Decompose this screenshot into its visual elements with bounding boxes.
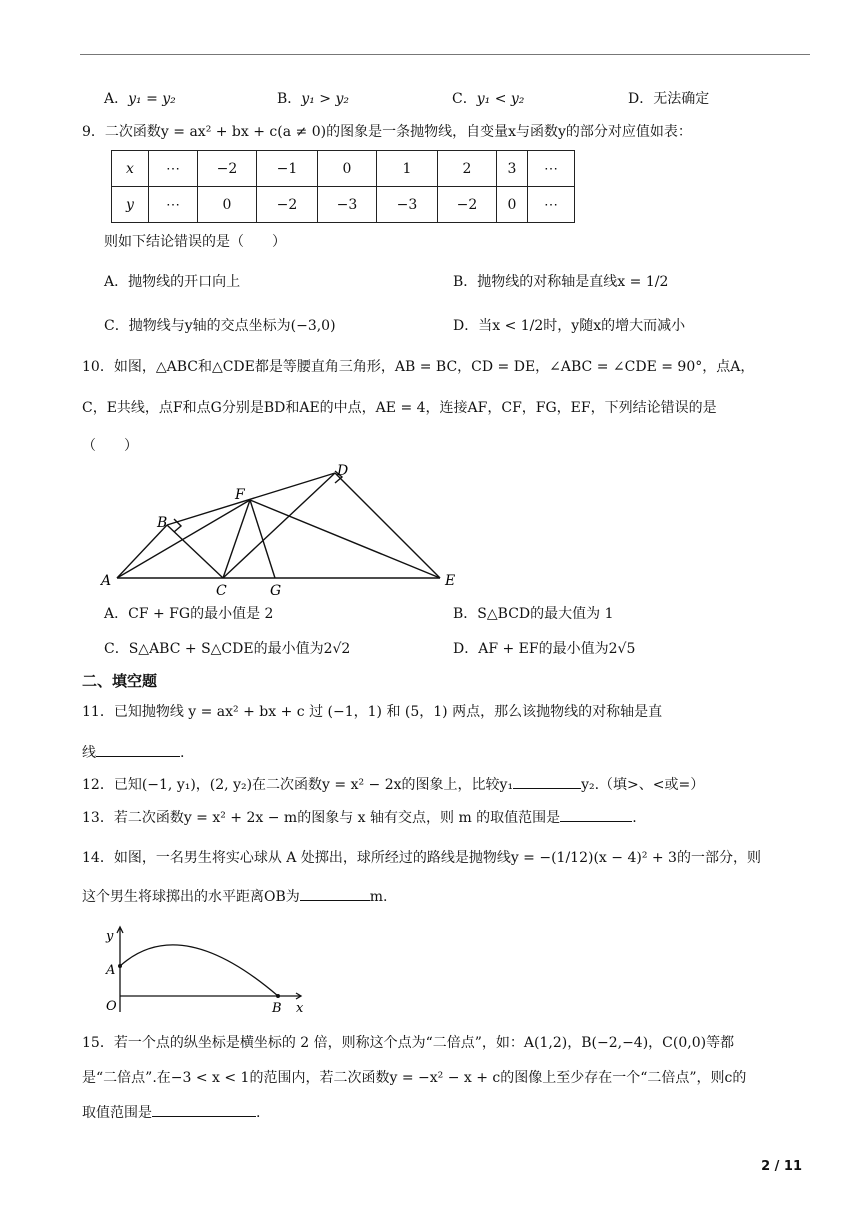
segment-fg [250, 500, 275, 578]
q13-line: 13．若二次函数y = x² + 2x − m的图象与 x 轴有交点，则 m 的取值范围是 . [82, 807, 637, 828]
label-a: A [101, 573, 112, 589]
label-a: A [106, 963, 116, 978]
table-cell: −3 [377, 187, 438, 223]
table-cell: 1 [377, 151, 438, 187]
label-b: B [157, 515, 168, 531]
segment-ab [117, 525, 167, 578]
q10-triangle-figure [95, 455, 465, 600]
q14-parabola-figure [100, 922, 315, 1014]
q10-line-2: C，E共线，点F和点G分别是BD和AE的中点，AE = 4，连接AF，CF，FG，EF，下列结论错误的是 [82, 400, 717, 416]
q14-line-2: 这个男生将球掷出的水平距离OB为 m. [82, 886, 388, 907]
segment-ef [250, 500, 440, 578]
label-e: E [445, 573, 456, 589]
answer-blank[interactable] [513, 774, 581, 789]
table-cell: ⋯ [528, 187, 575, 223]
q10-line-3: （ ） [82, 438, 138, 454]
q10-option-d: D．AF + EF的最小值为2√5 [453, 641, 636, 657]
q11-line-2: 线 . [82, 742, 184, 763]
answer-blank[interactable] [300, 886, 370, 901]
q9-stem: 9．二次函数y = ax² + bx + c(a ≠ 0)的图象是一条抛物线，自变量x与函数y的部分对应值如表： [82, 124, 692, 140]
table-cell: −2 [198, 151, 257, 187]
answer-blank[interactable] [560, 807, 632, 822]
table-cell: y [112, 187, 149, 223]
q10-line-1: 10．如图，△ABC和△CDE都是等腰直角三角形，AB = BC，CD = DE，∠ABC = ∠CDE = 90°，点A， [82, 359, 755, 375]
point-b [276, 994, 280, 998]
q14-line-1: 14．如图，一名男生将实心球从 A 处掷出，球所经过的路线是抛物线y = −(1/12)(x − 4)² + 3的一部分，则 [82, 850, 761, 866]
q9-option-a: A．抛物线的开口向上 [104, 274, 241, 290]
q8-option-d: D．无法确定 [628, 91, 710, 107]
segment-de [335, 473, 440, 578]
table-row-x [112, 151, 575, 187]
segment-bd [167, 473, 335, 525]
table-cell: 0 [198, 187, 257, 223]
q9-option-c: C．抛物线与y轴的交点坐标为(−3,0) [104, 318, 336, 334]
q8-option-c: C．y₁ < y₂ [452, 91, 525, 107]
q15-line-1: 15．若一个点的纵坐标是横坐标的 2 倍，则称这个点为“二倍点”，如：A(1,2)，B(−2,−4)，C(0,0)等都 [82, 1035, 735, 1051]
table-cell: ⋯ [149, 151, 198, 187]
parabola-curve [120, 945, 278, 996]
table-row-y [112, 187, 575, 223]
answer-blank[interactable] [96, 742, 180, 757]
label-g: G [270, 583, 282, 599]
section-heading: 二、填空题 [82, 672, 158, 690]
page-number: 2 / 11 [761, 1159, 802, 1174]
table-cell: ⋯ [528, 151, 575, 187]
q11-line-1: 11．已知抛物线 y = ax² + bx + c 过 (−1，1) 和 (5，1) 两点，那么该抛物线的对称轴是直 [82, 704, 663, 720]
table-cell: 0 [318, 151, 377, 187]
q8-option-b: B．y₁ > y₂ [277, 91, 349, 107]
point-a [118, 964, 122, 968]
table-cell: ⋯ [149, 187, 198, 223]
label-o: O [106, 999, 117, 1014]
header-rule [80, 54, 810, 55]
q10-option-c: C．S△ABC + S△CDE的最小值为2√2 [104, 641, 351, 657]
table-cell: 3 [497, 151, 528, 187]
label-d: D [337, 463, 349, 479]
label-y: y [106, 929, 114, 944]
table-cell: 0 [497, 187, 528, 223]
q15-line-2: 是“二倍点”.在−3 < x < 1的范围内，若二次函数y = −x² − x + c的图像上至少存在一个“二倍点”，则c的 [82, 1070, 747, 1086]
q9-option-b: B．抛物线的对称轴是直线x = 1/2 [453, 274, 669, 290]
q10-option-b: B．S△BCD的最大值为 1 [453, 606, 614, 622]
table-cell: x [112, 151, 149, 187]
q9-option-d: D．当x < 1/2时，y随x的增大而减小 [453, 318, 686, 334]
table-cell: −1 [257, 151, 318, 187]
label-c: C [216, 583, 227, 599]
q9-value-table [111, 150, 575, 223]
table-cell: −2 [257, 187, 318, 223]
q10-option-a: A．CF + FG的最小值是 2 [104, 606, 274, 622]
label-x: x [296, 1001, 304, 1014]
q8-option-a: A．y₁ = y₂ [104, 91, 176, 107]
table-cell: −2 [438, 187, 497, 223]
q12-line: 12．已知(−1, y₁)，(2, y₂)在二次函数y = x² − 2x的图象上，比较y₁ y₂.（填>、<或=） [82, 774, 704, 795]
segment-af [117, 500, 250, 578]
label-f: F [235, 487, 245, 503]
answer-blank[interactable] [152, 1102, 256, 1117]
q9-prompt: 则如下结论错误的是（ ） [104, 234, 286, 250]
table-cell: −3 [318, 187, 377, 223]
table-cell: 2 [438, 151, 497, 187]
label-b: B [272, 1001, 282, 1014]
q15-line-3: 取值范围是 . [82, 1102, 260, 1123]
